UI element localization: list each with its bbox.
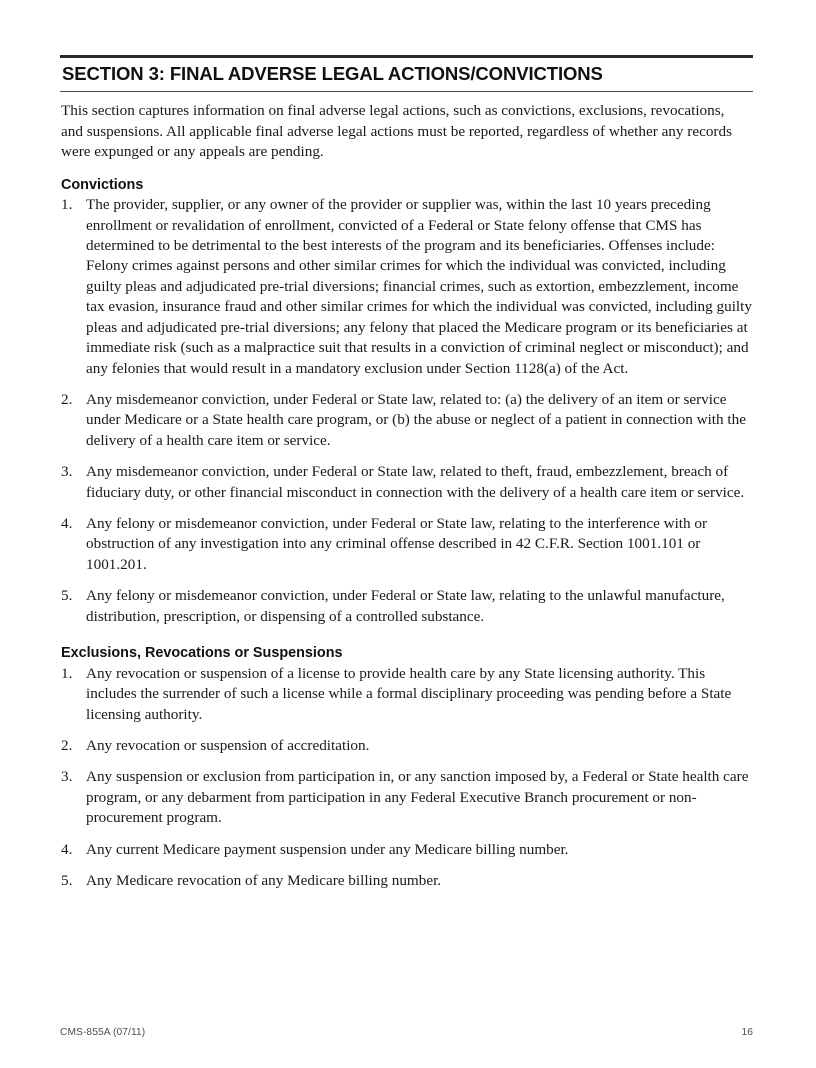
header-rule-bottom: [60, 91, 753, 93]
list-item-text: The provider, supplier, or any owner of the provider or supplier was, within the last 10 years preceding enrollment or revalidation of enrollment, convicted of a Federal or State felony offense that CMS has determined to be detrimental to the best interests of the program and its beneficiaries. Offenses include: Felony crimes against persons and other similar crimes for which the individual was convicted, including guilty pleas and adjudicated pre-trial diversions; financial crimes, such as extortion, embezzlement, income tax evasion, insurance fraud and other similar crimes for which the individual was convicted, including guilty pleas and adjudicated pre-trial diversions; any felony that placed the Medicare program or its beneficiaries at immediate risk (such as a malpractice suit that results in a conviction of criminal neglect or misconduct); and any felonies that would result in a mandatory exclusion under Section 1128(a) of the Act.: [86, 196, 752, 377]
section-title: SECTION 3: FINAL ADVERSE LEGAL ACTIONS/CONVICTIONS: [62, 63, 603, 84]
list-item-text: Any suspension or exclusion from participation in, or any sanction imposed by, a Federal or State health care program, or any debarment from participation in any Federal Executive Branch procurement or non-procurement program.: [86, 768, 749, 827]
list-marker: 2.: [61, 390, 73, 408]
list-item: [60, 664, 753, 725]
list-item: [60, 514, 753, 575]
list-item: [60, 462, 753, 503]
page-content: [60, 55, 753, 891]
list-marker: 1.: [61, 664, 73, 682]
list-item-text: Any revocation or suspension of accreditation.: [86, 736, 370, 754]
list-item: [60, 195, 753, 379]
list-item-text: Any misdemeanor conviction, under Federal or State law, related to theft, fraud, embezzlement, breach of fiduciary duty, or other financial misconduct in connection with the delivery of a health care item or service.: [86, 463, 745, 501]
list-marker: 4.: [61, 840, 73, 858]
exclusions-heading: Exclusions, Revocations or Suspensions: [61, 644, 343, 661]
list-item-text: Any misdemeanor conviction, under Federal or State law, related to: (a) the delivery of an item or service under Medicare or a State health care program, or (b) the abuse or neglect of a patient in connection with the delivery of a health care item or service.: [86, 390, 746, 449]
list-item-text: Any revocation or suspension of a license to provide health care by any State licensing authority. This includes the surrender of such a license while a formal disciplinary proceeding was pending before a State licensing authority.: [86, 664, 732, 723]
page-number: 16: [741, 1027, 753, 1038]
list-item: [60, 390, 753, 451]
list-marker: 1.: [61, 196, 73, 214]
list-item: [60, 871, 753, 891]
convictions-heading: Convictions: [61, 176, 144, 193]
list-marker: 5.: [61, 871, 73, 889]
list-item: [60, 840, 753, 860]
list-item: [60, 586, 753, 627]
list-marker: 3.: [61, 463, 73, 481]
list-item-text: Any felony or misdemeanor conviction, under Federal or State law, relating to the unlawful manufacture, distribution, prescription, or dispensing of a controlled substance.: [86, 587, 725, 625]
list-item-text: Any current Medicare payment suspension under any Medicare billing number.: [86, 840, 569, 858]
list-marker: 5.: [61, 587, 73, 605]
page-footer: [60, 1027, 753, 1038]
list-item-text: Any Medicare revocation of any Medicare billing number.: [86, 871, 442, 889]
list-marker: 2.: [61, 736, 73, 754]
list-item: [60, 736, 753, 756]
list-item-text: Any felony or misdemeanor conviction, under Federal or State law, relating to the interference with or obstruction of any investigation into any criminal offense described in 42 C.F.R. Section 1001.101 or 1001.201.: [86, 514, 708, 573]
exclusions-list: [60, 664, 753, 892]
convictions-list: [60, 195, 753, 627]
form-identifier: CMS-855A (07/11): [60, 1027, 146, 1038]
list-marker: 4.: [61, 514, 73, 532]
section-intro-paragraph: This section captures information on final adverse legal actions, such as convictions, exclusions, revocations, and suspensions. All applicable final adverse legal actions must be reported, regardless of whether any records were expunged or any appeals are pending.: [61, 102, 732, 161]
section-header: [60, 55, 753, 92]
list-marker: 3.: [61, 768, 73, 786]
list-item: [60, 767, 753, 828]
